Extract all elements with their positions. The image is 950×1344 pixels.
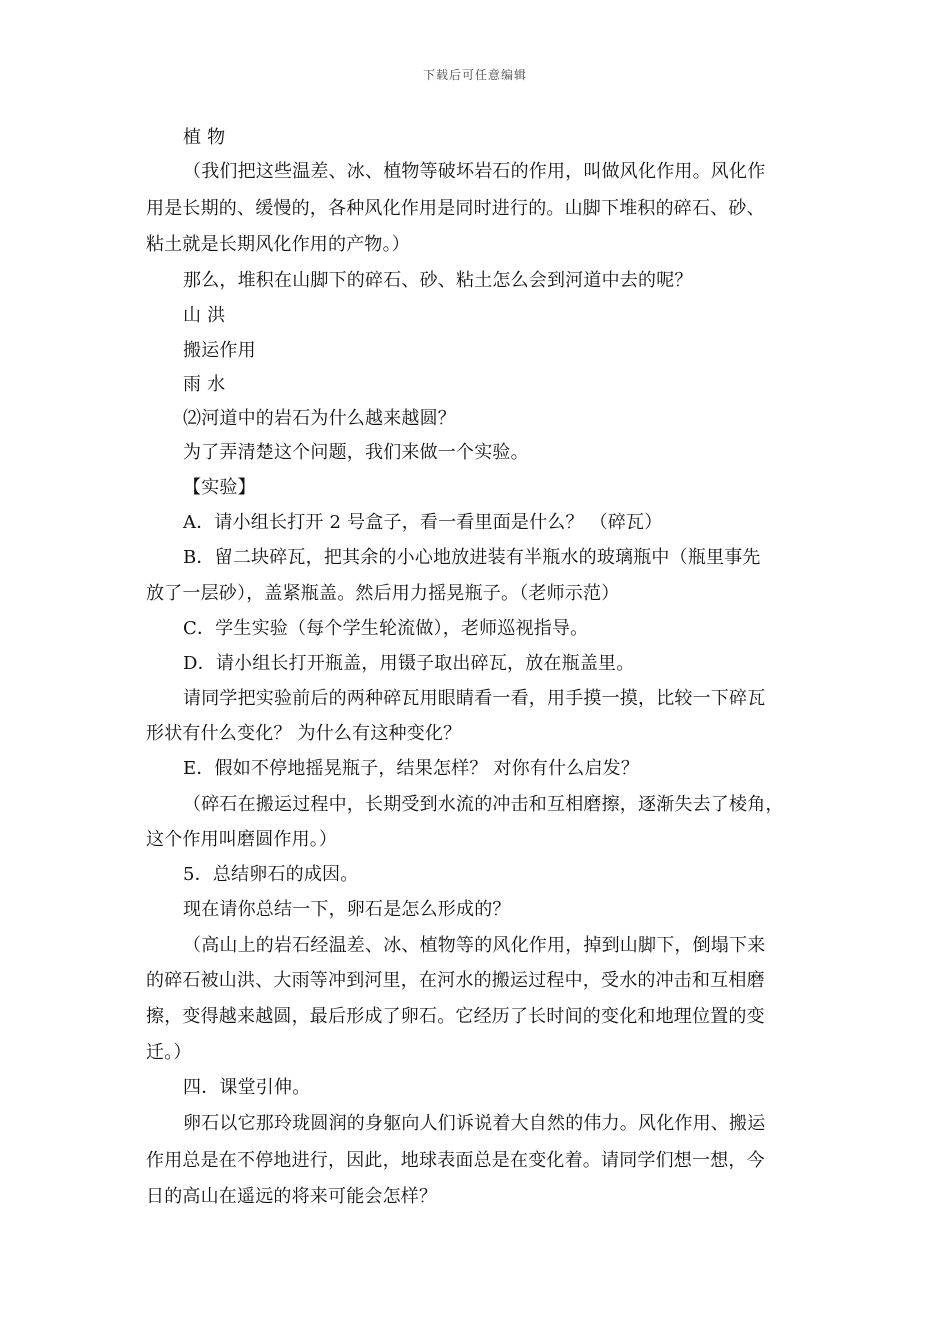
section-heading: 四．课堂引伸。	[183, 1077, 311, 1098]
text-line: 用是长期的、缓慢的，各种风化作用是同时进行的。山脚下堆积的碎石、砂、	[146, 198, 765, 219]
text-line: 现在请你总结一下，卵石是怎么形成的？	[183, 899, 511, 920]
text-line: 5．总结卵石的成因。	[183, 864, 359, 885]
text-line: 日的高山在遥远的将来可能会怎样？	[146, 1186, 438, 1207]
text-line: ⑵河道中的岩石为什么越来越圆？	[183, 408, 456, 429]
text-line: 的碎石被山洪、大雨等冲到河里，在河水的搬运过程中，受水的冲击和互相磨	[146, 970, 765, 991]
text-line: 作用总是在不停地进行，因此，地球表面总是在变化着。请同学们想一想，今	[146, 1150, 765, 1171]
text-line: 那么，堆积在山脚下的碎石、砂、粘土怎么会到河道中去的呢？	[183, 270, 693, 291]
text-line: 山 洪	[183, 305, 226, 326]
text-line: 擦，变得越来越圆，最后形成了卵石。它经历了长时间的变化和地理位置的变	[146, 1006, 765, 1027]
text-line: 迁。）	[146, 1042, 192, 1063]
text-line: 粘土就是长期风化作用的产物。）	[146, 234, 410, 255]
text-line: 这个作用叫磨圆作用。）	[146, 829, 338, 850]
page-header-note: 下载后可任意编辑	[422, 68, 527, 82]
text-line: （高山上的岩石经温差、冰、植物等的风化作用，掉到山脚下，倒塌下来	[183, 935, 766, 956]
text-line: 卵石以它那玲珑圆润的身躯向人们诉说着大自然的伟力。风化作用、搬运	[183, 1113, 766, 1134]
text-line: B．留二块碎瓦，把其余的小心地放进装有半瓶水的玻璃瓶中（瓶里事先	[183, 547, 761, 568]
text-line: 为了弄清楚这个问题，我们来做一个实验。	[183, 442, 529, 463]
text-line: 放了一层砂），盖紧瓶盖。然后用力摇晃瓶子。（老师示范）	[146, 583, 620, 604]
text-line: 请同学把实验前后的两种碎瓦用眼睛看一看，用手摸一摸，比较一下碎瓦	[183, 688, 766, 709]
text-line: E．假如不停地摇晃瓶子，结果怎样？ 对你有什么启发？	[183, 758, 640, 779]
text-line: 植 物	[183, 127, 226, 148]
text-line: A．请小组长打开 2 号盒子，看一看里面是什么？ （碎瓦）	[183, 512, 663, 533]
text-line: 搬运作用	[183, 340, 256, 361]
text-line: 形状有什么变化？ 为什么有这种变化？	[146, 723, 462, 744]
text-line: C．学生实验（每个学生轮流做），老师巡视指导。	[183, 618, 589, 639]
text-line: （我们把这些温差、冰、植物等破坏岩石的作用，叫做风化作用。风化作	[183, 161, 766, 182]
text-line: （碎石在搬运过程中，长期受到水流的冲击和互相磨擦，逐渐失去了棱角，	[183, 794, 784, 815]
section-heading: 【实验】	[183, 477, 256, 498]
text-line: 雨 水	[183, 374, 226, 395]
text-line: D．请小组长打开瓶盖，用镊子取出碎瓦，放在瓶盖里。	[183, 653, 635, 674]
